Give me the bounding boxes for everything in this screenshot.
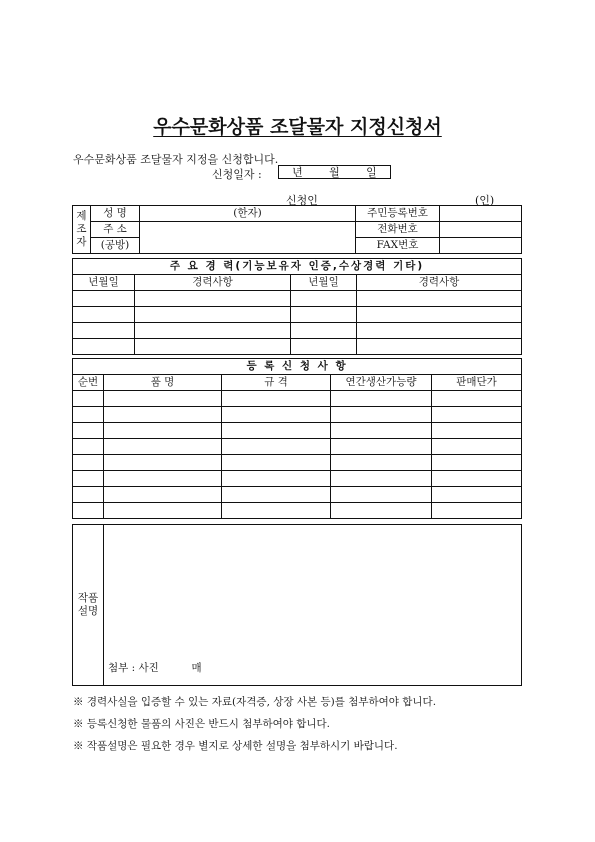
note-item: ※ 등록신청한 물품의 사진은 반드시 첨부하여야 합니다. (73, 718, 331, 730)
date-month: 월 (329, 166, 340, 179)
address-field[interactable] (140, 222, 356, 254)
date-day: 일 (366, 166, 377, 179)
career-col-detail-1: 경력사항 (135, 275, 291, 291)
career-col-detail-2: 경력사항 (357, 275, 522, 291)
factory-label: (공방) (91, 238, 140, 254)
career-col-date-2: 년월일 (291, 275, 357, 291)
attachment-label: 첨부 : 사진 (108, 662, 159, 674)
intro-text: 우수문화상품 조달물자 지정을 신청합니다. (73, 153, 279, 166)
registration-row[interactable] (73, 391, 522, 407)
fax-label: FAX번호 (356, 238, 440, 254)
seal-label: (인) (475, 194, 495, 207)
note-item: ※ 경력사실을 입증할 수 있는 자료(자격증, 상장 사본 등)를 첨부하여야 합니다. (73, 696, 437, 708)
notes (73, 695, 525, 761)
career-row[interactable] (73, 307, 522, 323)
registration-row[interactable] (73, 423, 522, 439)
date-year: 년 (292, 166, 303, 179)
manufacturer-side-label: 제 조 자 (73, 206, 91, 254)
applicant-label: 신청인 (286, 194, 318, 207)
note-item: ※ 작품설명은 필요한 경우 별지로 상세한 설명을 첨부하시기 바랍니다. (73, 740, 398, 752)
resident-no-field[interactable] (440, 206, 522, 222)
career-row[interactable] (73, 323, 522, 339)
fax-field[interactable] (440, 238, 522, 254)
career-row[interactable] (73, 339, 522, 355)
manufacturer-table (72, 205, 522, 254)
col-unit-price: 판매단가 (432, 375, 522, 391)
registration-row[interactable] (73, 407, 522, 423)
registration-row[interactable] (73, 487, 522, 503)
col-spec: 규 격 (222, 375, 331, 391)
career-title: 주 요 경 력(기능보유자 인증,수상경력 기타) (73, 259, 522, 275)
registration-row[interactable] (73, 471, 522, 487)
registration-table (72, 358, 522, 519)
registration-title: 등 록 신 청 사 항 (73, 359, 522, 375)
name-label: 성 명 (91, 206, 140, 222)
hanja-label: (한자) (233, 207, 262, 219)
address-label: 주 소 (91, 222, 140, 238)
description-table (72, 524, 522, 686)
career-row[interactable] (73, 291, 522, 307)
col-annual-capacity: 연간생산가능량 (331, 375, 432, 391)
name-field[interactable] (140, 206, 356, 222)
form-title: 우수문화상품 조달물자 지정신청서 (153, 116, 442, 138)
phone-label: 전화번호 (356, 222, 440, 238)
date-label: 신청일자 : (212, 168, 262, 181)
phone-field[interactable] (440, 222, 522, 238)
col-item-name: 품 명 (104, 375, 222, 391)
attachment-unit: 매 (191, 662, 202, 674)
date-field[interactable] (278, 165, 391, 179)
col-seq: 순번 (73, 375, 104, 391)
career-col-date-1: 년월일 (73, 275, 135, 291)
registration-row[interactable] (73, 503, 522, 519)
registration-row[interactable] (73, 455, 522, 471)
description-field[interactable] (104, 525, 522, 686)
description-side-label: 작품 설명 (73, 525, 104, 686)
resident-no-label: 주민등록번호 (356, 206, 440, 222)
career-table (72, 258, 522, 355)
registration-row[interactable] (73, 439, 522, 455)
